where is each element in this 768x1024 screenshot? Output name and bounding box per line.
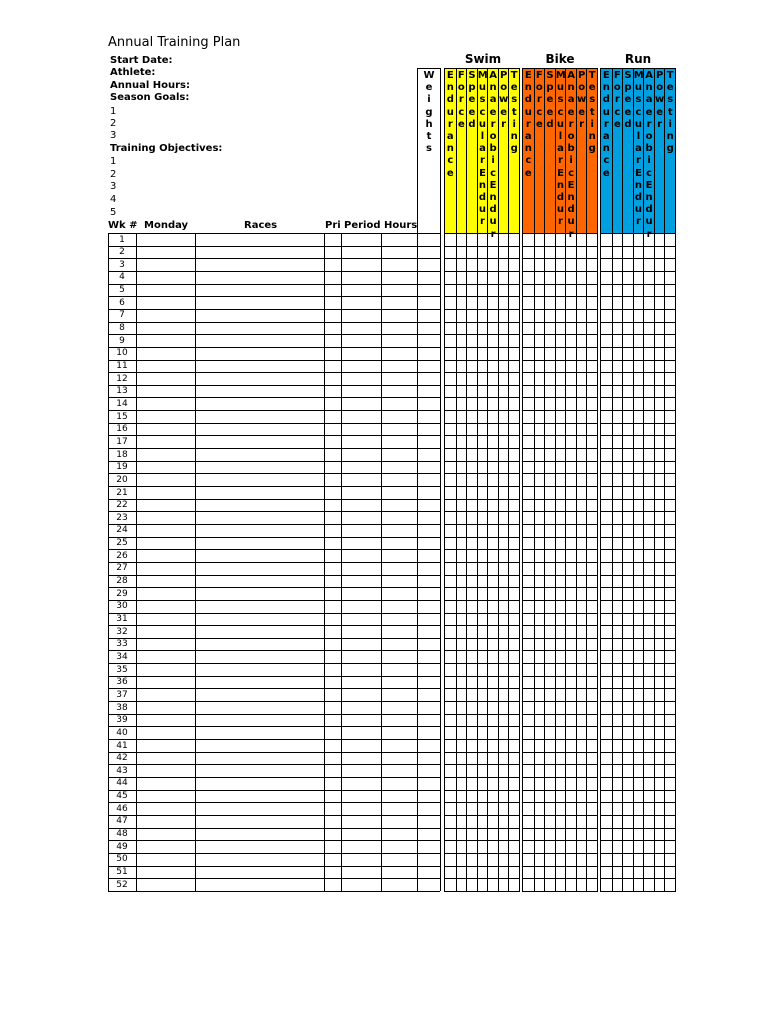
week-number: 29 (116, 588, 128, 599)
week-number: 38 (116, 702, 128, 713)
objective-number: 2 (110, 169, 117, 180)
column-header-endurance: E n d u r a n c e (602, 70, 610, 179)
week-number: 42 (116, 753, 128, 764)
week-number: 11 (116, 361, 128, 371)
objective-number: 4 (110, 194, 117, 205)
week-number: 19 (116, 462, 128, 473)
objective-number: 3 (110, 181, 117, 192)
week-number: 15 (116, 411, 128, 422)
week-number: 50 (116, 854, 128, 865)
week-number: 32 (116, 626, 128, 637)
week-number: 45 (116, 791, 128, 802)
annual-hours-label: Annual Hours: (110, 80, 190, 91)
week-number: 39 (116, 715, 128, 726)
column-header-anaerobic-endur: A n a e r o b i c E n d u r (489, 70, 497, 240)
page-title: Annual Training Plan (108, 35, 241, 50)
season-goal-number: 1 (110, 106, 117, 117)
week-number: 17 (116, 436, 128, 447)
column-header-speed: S p e e d (544, 69, 555, 233)
week-number: 34 (116, 651, 128, 662)
column-header-testing: T e s t i n g (664, 69, 675, 233)
objective-number: 5 (110, 207, 117, 218)
week-number: 46 (116, 803, 128, 814)
column-header-force: F o r c e (534, 69, 545, 233)
column-header-muscular-endur: M u s c u l a r E n d u r (555, 69, 566, 233)
column-header-muscular-endur: M u s c u l a r E n d u r (633, 69, 644, 233)
week-number: 51 (116, 867, 128, 877)
week-number: 22 (116, 500, 128, 511)
column-header-testing: T e s t i n g (508, 69, 519, 233)
week-number: 16 (116, 424, 128, 435)
season-goals-label: Season Goals: (110, 92, 190, 103)
training-objectives-label: Training Objectives: (110, 143, 223, 154)
week-number: 23 (116, 512, 128, 523)
week-number: 9 (119, 335, 125, 346)
column-header-speed: S p e e d (622, 69, 633, 233)
column-header-power: P o w e r (498, 69, 509, 233)
week-number: 25 (116, 538, 128, 549)
week-number: 10 (116, 348, 128, 359)
column-header-force: F o r c e (456, 69, 467, 233)
column-header-endurance: E n d u r a n c e (524, 70, 532, 179)
column-header-power: P o w e r (576, 69, 587, 233)
column-header-testing: T e s t i n g (586, 69, 597, 233)
week-number: 12 (116, 373, 128, 384)
column-header-force: F o r c e (612, 69, 623, 233)
priority-header: Pri (325, 220, 341, 231)
week-number: 30 (116, 601, 128, 612)
column-header-muscular-endur: M u s c u l a r E n d u r (477, 69, 488, 233)
week-number: 14 (116, 398, 128, 409)
objective-number: 1 (110, 156, 117, 167)
week-number: 8 (119, 323, 125, 334)
week-number: 52 (116, 879, 128, 890)
week-number: 13 (116, 386, 128, 397)
week-number: 36 (116, 677, 128, 688)
column-header-anaerobic-endur: A n a e r o b i c E n d u r (645, 70, 653, 240)
week-number: 2 (119, 247, 125, 258)
week-number: 26 (116, 550, 128, 561)
athlete-label: Athlete: (110, 67, 156, 78)
hours-header: Hours (384, 220, 418, 231)
week-number: 4 (119, 272, 125, 283)
week-number: 7 (119, 310, 125, 321)
week-number: 28 (116, 576, 128, 587)
sport-title-run: Run (624, 52, 652, 66)
week-number: 31 (116, 614, 128, 624)
week-number: 27 (116, 563, 128, 574)
week-number: 40 (116, 727, 128, 738)
week-number: 37 (116, 689, 128, 700)
week-number: 48 (116, 829, 128, 840)
week-number: 3 (119, 259, 125, 270)
period-header: Period (344, 220, 381, 231)
season-goal-number: 2 (110, 118, 117, 129)
races-header: Races (244, 220, 278, 231)
week-number: 49 (116, 841, 128, 852)
week-number: 20 (116, 474, 128, 485)
season-goal-number: 3 (110, 130, 117, 141)
week-number: 47 (116, 816, 128, 827)
sport-title-swim: Swim (464, 52, 502, 66)
week-header: Wk # (108, 220, 138, 231)
week-number: 41 (116, 740, 128, 751)
sport-title-bike: Bike (545, 52, 575, 66)
week-number: 5 (119, 285, 125, 296)
week-number: 21 (116, 487, 128, 498)
week-number: 6 (119, 297, 125, 308)
weights-label: W e i g h t s (423, 70, 435, 155)
monday-header: Monday (144, 220, 189, 231)
column-header-power: P o w e r (654, 69, 665, 233)
week-number: 44 (116, 778, 128, 789)
week-number: 24 (116, 525, 128, 536)
column-header-speed: S p e e d (466, 69, 477, 233)
week-number: 1 (119, 234, 125, 245)
week-number: 18 (116, 449, 128, 460)
column-header-anaerobic-endur: A n a e r o b i c E n d u r (567, 70, 575, 240)
week-number: 43 (116, 765, 128, 776)
week-number: 33 (116, 639, 128, 650)
week-number: 35 (116, 664, 128, 675)
column-header-endurance: E n d u r a n c e (446, 70, 454, 179)
start-date-label: Start Date: (110, 55, 173, 66)
